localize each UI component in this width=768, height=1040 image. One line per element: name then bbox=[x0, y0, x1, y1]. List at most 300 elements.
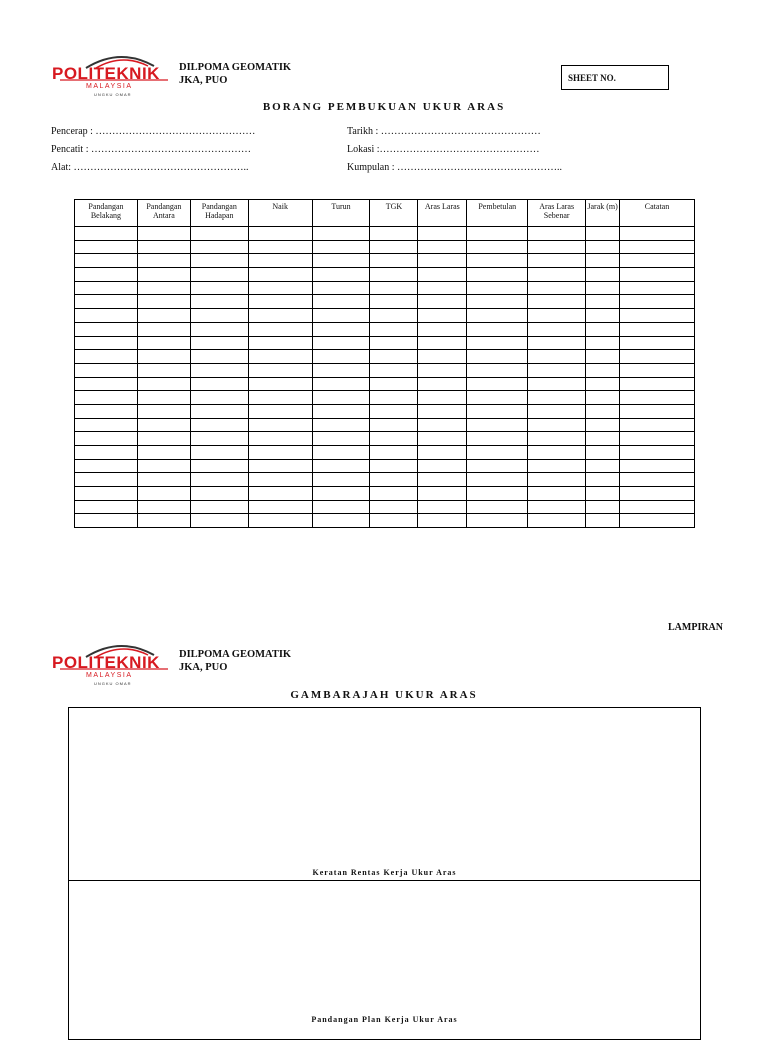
table-cell[interactable] bbox=[586, 281, 620, 295]
table-cell[interactable] bbox=[586, 336, 620, 350]
table-cell[interactable] bbox=[370, 240, 418, 254]
table-cell[interactable] bbox=[75, 350, 138, 364]
table-cell[interactable] bbox=[620, 281, 695, 295]
table-cell[interactable] bbox=[467, 295, 528, 309]
table-cell[interactable] bbox=[586, 487, 620, 501]
table-cell[interactable] bbox=[137, 240, 190, 254]
plan-view-caption: Pandangan Plan Kerja Ukur Aras bbox=[311, 1015, 458, 1024]
table-cell[interactable] bbox=[467, 487, 528, 501]
field-lokasi[interactable]: Lokasi :………………………………………… bbox=[347, 144, 540, 155]
table-cell[interactable] bbox=[467, 391, 528, 405]
table-cell[interactable] bbox=[190, 240, 248, 254]
table-cell[interactable] bbox=[467, 432, 528, 446]
column-header: Jarak (m) bbox=[586, 200, 620, 227]
table-cell[interactable] bbox=[248, 254, 312, 268]
table-cell[interactable] bbox=[418, 446, 467, 460]
table-cell[interactable] bbox=[620, 377, 695, 391]
table-cell[interactable] bbox=[370, 268, 418, 282]
table-cell[interactable] bbox=[190, 254, 248, 268]
table-cell[interactable] bbox=[586, 404, 620, 418]
table-cell[interactable] bbox=[620, 391, 695, 405]
table-cell[interactable] bbox=[248, 350, 312, 364]
table-cell[interactable] bbox=[528, 322, 586, 336]
table-cell[interactable] bbox=[370, 322, 418, 336]
table-cell[interactable] bbox=[418, 514, 467, 528]
table-cell[interactable] bbox=[137, 363, 190, 377]
table-row bbox=[75, 473, 695, 487]
table-cell[interactable] bbox=[370, 500, 418, 514]
table-row bbox=[75, 240, 695, 254]
table-cell[interactable] bbox=[586, 514, 620, 528]
table-cell[interactable] bbox=[528, 418, 586, 432]
table-cell[interactable] bbox=[467, 404, 528, 418]
table-cell[interactable] bbox=[248, 514, 312, 528]
header2-line2: JKA, PUO bbox=[179, 662, 228, 673]
table-cell[interactable] bbox=[312, 254, 370, 268]
table-cell[interactable] bbox=[312, 377, 370, 391]
table-cell[interactable] bbox=[620, 336, 695, 350]
table-row bbox=[75, 487, 695, 501]
table-cell[interactable] bbox=[75, 254, 138, 268]
table-cell[interactable] bbox=[190, 391, 248, 405]
header2-org bbox=[179, 648, 291, 674]
table-cell[interactable] bbox=[370, 295, 418, 309]
lampiran-label: LAMPIRAN bbox=[668, 622, 723, 633]
table-row bbox=[75, 281, 695, 295]
table-cell[interactable] bbox=[620, 404, 695, 418]
table-cell[interactable] bbox=[312, 295, 370, 309]
table-cell[interactable] bbox=[418, 281, 467, 295]
table-cell[interactable] bbox=[190, 418, 248, 432]
table-cell[interactable] bbox=[370, 418, 418, 432]
table-cell[interactable] bbox=[370, 281, 418, 295]
field-pencerap[interactable]: Pencerap : ………………………………………… bbox=[51, 126, 256, 137]
table-cell[interactable] bbox=[75, 514, 138, 528]
table-cell[interactable] bbox=[528, 227, 586, 241]
table-cell[interactable] bbox=[586, 295, 620, 309]
table-cell[interactable] bbox=[75, 487, 138, 501]
table-cell[interactable] bbox=[528, 254, 586, 268]
header2-line1: DILPOMA GEOMATIK bbox=[179, 649, 292, 660]
table-cell[interactable] bbox=[418, 322, 467, 336]
table-cell[interactable] bbox=[528, 487, 586, 501]
table-cell[interactable] bbox=[586, 363, 620, 377]
table-cell[interactable] bbox=[620, 240, 695, 254]
leveling-table bbox=[74, 199, 695, 528]
table-cell[interactable] bbox=[190, 377, 248, 391]
table-cell[interactable] bbox=[75, 500, 138, 514]
table-cell[interactable] bbox=[418, 500, 467, 514]
table-cell[interactable] bbox=[370, 336, 418, 350]
table-cell[interactable] bbox=[248, 432, 312, 446]
table-cell[interactable] bbox=[75, 432, 138, 446]
table-cell[interactable] bbox=[190, 281, 248, 295]
table-cell[interactable] bbox=[137, 336, 190, 350]
table-cell[interactable] bbox=[312, 240, 370, 254]
table-cell[interactable] bbox=[75, 240, 138, 254]
table-cell[interactable] bbox=[370, 404, 418, 418]
table-cell[interactable] bbox=[467, 227, 528, 241]
table-cell[interactable] bbox=[370, 254, 418, 268]
table-cell[interactable] bbox=[620, 254, 695, 268]
table-cell[interactable] bbox=[418, 391, 467, 405]
table-cell[interactable] bbox=[528, 500, 586, 514]
table-header-row bbox=[75, 200, 695, 227]
table-cell[interactable] bbox=[586, 446, 620, 460]
table-cell[interactable] bbox=[248, 391, 312, 405]
table-cell[interactable] bbox=[137, 418, 190, 432]
table-cell[interactable] bbox=[528, 295, 586, 309]
table-cell[interactable] bbox=[312, 487, 370, 501]
table-cell[interactable] bbox=[418, 240, 467, 254]
table-cell[interactable] bbox=[370, 391, 418, 405]
table-cell[interactable] bbox=[190, 404, 248, 418]
table-cell[interactable] bbox=[248, 377, 312, 391]
logo-brand: POLITEKNIK bbox=[52, 653, 160, 672]
table-cell[interactable] bbox=[75, 404, 138, 418]
table-cell[interactable] bbox=[190, 350, 248, 364]
plan-view-box[interactable] bbox=[68, 879, 701, 1040]
column-header: Pandangan Antara bbox=[137, 200, 190, 227]
table-cell[interactable] bbox=[586, 322, 620, 336]
table-cell[interactable] bbox=[586, 240, 620, 254]
table-cell[interactable] bbox=[418, 363, 467, 377]
table-cell[interactable] bbox=[586, 500, 620, 514]
table-cell[interactable] bbox=[137, 322, 190, 336]
table-cell[interactable] bbox=[248, 309, 312, 323]
table-cell[interactable] bbox=[586, 377, 620, 391]
table-cell[interactable] bbox=[190, 500, 248, 514]
table-cell[interactable] bbox=[528, 432, 586, 446]
logo-campus: UNGKU OMAR bbox=[94, 681, 132, 686]
table-cell[interactable] bbox=[620, 459, 695, 473]
table-cell[interactable] bbox=[620, 446, 695, 460]
table-cell[interactable] bbox=[75, 268, 138, 282]
table-row bbox=[75, 377, 695, 391]
table-cell[interactable] bbox=[586, 432, 620, 446]
table-cell[interactable] bbox=[528, 514, 586, 528]
table-cell[interactable] bbox=[75, 309, 138, 323]
table-cell[interactable] bbox=[620, 227, 695, 241]
table-cell[interactable] bbox=[467, 473, 528, 487]
table-row bbox=[75, 309, 695, 323]
column-header: Aras Laras Sebenar bbox=[528, 200, 586, 227]
cross-section-box[interactable] bbox=[68, 707, 701, 881]
table-cell[interactable] bbox=[370, 446, 418, 460]
table-cell[interactable] bbox=[586, 309, 620, 323]
table-cell[interactable] bbox=[528, 377, 586, 391]
table-cell[interactable] bbox=[467, 514, 528, 528]
table-cell[interactable] bbox=[620, 363, 695, 377]
table-cell[interactable] bbox=[467, 322, 528, 336]
table-cell[interactable] bbox=[418, 487, 467, 501]
table-cell[interactable] bbox=[190, 227, 248, 241]
table-cell[interactable] bbox=[467, 446, 528, 460]
table-cell[interactable] bbox=[248, 295, 312, 309]
table-cell[interactable] bbox=[137, 404, 190, 418]
table-cell[interactable] bbox=[312, 404, 370, 418]
table-cell[interactable] bbox=[467, 240, 528, 254]
table-cell[interactable] bbox=[418, 377, 467, 391]
table-cell[interactable] bbox=[75, 336, 138, 350]
table-cell[interactable] bbox=[586, 350, 620, 364]
table-cell[interactable] bbox=[137, 459, 190, 473]
table-row bbox=[75, 446, 695, 460]
table-cell[interactable] bbox=[248, 227, 312, 241]
table-cell[interactable] bbox=[418, 336, 467, 350]
table-cell[interactable] bbox=[467, 254, 528, 268]
table-cell[interactable] bbox=[528, 363, 586, 377]
table-cell[interactable] bbox=[75, 459, 138, 473]
table-cell[interactable] bbox=[248, 500, 312, 514]
table-row bbox=[75, 432, 695, 446]
sheet-no-label: SHEET NO. bbox=[568, 73, 616, 83]
table-cell[interactable] bbox=[467, 281, 528, 295]
table-cell[interactable] bbox=[248, 459, 312, 473]
table-cell[interactable] bbox=[528, 350, 586, 364]
table-cell[interactable] bbox=[312, 309, 370, 323]
table-cell[interactable] bbox=[620, 487, 695, 501]
table-cell[interactable] bbox=[75, 418, 138, 432]
table-cell[interactable] bbox=[312, 363, 370, 377]
table-cell[interactable] bbox=[137, 446, 190, 460]
table-cell[interactable] bbox=[75, 295, 138, 309]
table-cell[interactable] bbox=[312, 446, 370, 460]
table-cell[interactable] bbox=[75, 322, 138, 336]
table-cell[interactable] bbox=[370, 487, 418, 501]
table-cell[interactable] bbox=[248, 418, 312, 432]
field-kumpulan[interactable]: Kumpulan : ………………………………………….. bbox=[347, 162, 562, 173]
table-cell[interactable] bbox=[467, 418, 528, 432]
table-cell[interactable] bbox=[312, 336, 370, 350]
table-cell[interactable] bbox=[248, 336, 312, 350]
table-cell[interactable] bbox=[467, 459, 528, 473]
table-cell[interactable] bbox=[370, 377, 418, 391]
table-cell[interactable] bbox=[467, 336, 528, 350]
table-cell[interactable] bbox=[528, 309, 586, 323]
diagram-title: GAMBARAJAH UKUR ARAS bbox=[290, 689, 478, 701]
table-row bbox=[75, 350, 695, 364]
table-row bbox=[75, 336, 695, 350]
header1-line2: JKA, PUO bbox=[179, 75, 228, 86]
table-cell[interactable] bbox=[190, 446, 248, 460]
table-cell[interactable] bbox=[248, 473, 312, 487]
politeknik-logo-2 bbox=[52, 638, 170, 688]
table-cell[interactable] bbox=[190, 432, 248, 446]
table-cell[interactable] bbox=[418, 227, 467, 241]
column-header: Turun bbox=[312, 200, 370, 227]
table-cell[interactable] bbox=[586, 268, 620, 282]
table-row bbox=[75, 227, 695, 241]
table-cell[interactable] bbox=[190, 322, 248, 336]
table-row bbox=[75, 254, 695, 268]
table-cell[interactable] bbox=[75, 227, 138, 241]
table-cell[interactable] bbox=[586, 391, 620, 405]
table-cell[interactable] bbox=[190, 473, 248, 487]
table-cell[interactable] bbox=[190, 295, 248, 309]
column-header: Pembetulan bbox=[467, 200, 528, 227]
table-row bbox=[75, 500, 695, 514]
table-cell[interactable] bbox=[190, 363, 248, 377]
table-cell[interactable] bbox=[137, 227, 190, 241]
table-cell[interactable] bbox=[370, 363, 418, 377]
column-header: TGK bbox=[370, 200, 418, 227]
table-cell[interactable] bbox=[137, 309, 190, 323]
table-row bbox=[75, 404, 695, 418]
table-cell[interactable] bbox=[467, 377, 528, 391]
table-cell[interactable] bbox=[248, 281, 312, 295]
table-cell[interactable] bbox=[620, 268, 695, 282]
table-cell[interactable] bbox=[370, 459, 418, 473]
table-cell[interactable] bbox=[418, 295, 467, 309]
table-cell[interactable] bbox=[528, 473, 586, 487]
table-cell[interactable] bbox=[620, 500, 695, 514]
field-alat[interactable]: Alat: …………………………………………….. bbox=[51, 162, 249, 173]
cross-section-caption: Keratan Rentas Kerja Ukur Aras bbox=[312, 868, 457, 877]
table-cell[interactable] bbox=[312, 514, 370, 528]
table-cell[interactable] bbox=[620, 350, 695, 364]
table-row bbox=[75, 391, 695, 405]
table-cell[interactable] bbox=[137, 268, 190, 282]
table-cell[interactable] bbox=[75, 281, 138, 295]
table-cell[interactable] bbox=[620, 309, 695, 323]
table-cell[interactable] bbox=[620, 432, 695, 446]
table-row bbox=[75, 363, 695, 377]
table-cell[interactable] bbox=[137, 500, 190, 514]
table-cell[interactable] bbox=[137, 473, 190, 487]
table-cell[interactable] bbox=[418, 254, 467, 268]
column-header: Catatan bbox=[620, 200, 695, 227]
table-cell[interactable] bbox=[137, 432, 190, 446]
table-cell[interactable] bbox=[312, 268, 370, 282]
table-cell[interactable] bbox=[248, 268, 312, 282]
table-cell[interactable] bbox=[75, 446, 138, 460]
table-cell[interactable] bbox=[137, 487, 190, 501]
column-header: Aras Laras bbox=[418, 200, 467, 227]
table-cell[interactable] bbox=[312, 281, 370, 295]
logo-country: MALAYSIA bbox=[86, 83, 133, 90]
table-cell[interactable] bbox=[467, 500, 528, 514]
table-cell[interactable] bbox=[370, 350, 418, 364]
table-cell[interactable] bbox=[528, 336, 586, 350]
table-cell[interactable] bbox=[467, 350, 528, 364]
table-cell[interactable] bbox=[312, 350, 370, 364]
table-cell[interactable] bbox=[586, 227, 620, 241]
table-row bbox=[75, 295, 695, 309]
table-cell[interactable] bbox=[418, 459, 467, 473]
table-cell[interactable] bbox=[528, 268, 586, 282]
table-cell[interactable] bbox=[586, 459, 620, 473]
column-header: Pandangan Belakang bbox=[75, 200, 138, 227]
table-cell[interactable] bbox=[312, 459, 370, 473]
table-cell[interactable] bbox=[137, 254, 190, 268]
logo-brand: POLITEKNIK bbox=[52, 64, 160, 83]
logo-campus: UNGKU OMAR bbox=[94, 92, 132, 97]
field-tarikh[interactable]: Tarikh : ………………………………………… bbox=[347, 126, 541, 137]
table-cell[interactable] bbox=[586, 254, 620, 268]
table-cell[interactable] bbox=[586, 418, 620, 432]
table-cell[interactable] bbox=[137, 391, 190, 405]
table-row bbox=[75, 268, 695, 282]
sheet-no-box bbox=[561, 65, 669, 90]
table-cell[interactable] bbox=[190, 336, 248, 350]
table-cell[interactable] bbox=[620, 514, 695, 528]
table-cell[interactable] bbox=[370, 432, 418, 446]
table-cell[interactable] bbox=[418, 418, 467, 432]
table-cell[interactable] bbox=[137, 350, 190, 364]
table-cell[interactable] bbox=[528, 391, 586, 405]
table-cell[interactable] bbox=[75, 391, 138, 405]
table-cell[interactable] bbox=[137, 281, 190, 295]
table-cell[interactable] bbox=[467, 268, 528, 282]
table-cell[interactable] bbox=[248, 404, 312, 418]
table-cell[interactable] bbox=[75, 363, 138, 377]
politeknik-logo bbox=[52, 49, 170, 99]
table-cell[interactable] bbox=[190, 268, 248, 282]
table-cell[interactable] bbox=[586, 473, 620, 487]
table-cell[interactable] bbox=[248, 240, 312, 254]
table-cell[interactable] bbox=[370, 514, 418, 528]
table-cell[interactable] bbox=[248, 322, 312, 336]
table-cell[interactable] bbox=[75, 473, 138, 487]
table-cell[interactable] bbox=[418, 432, 467, 446]
table-cell[interactable] bbox=[620, 473, 695, 487]
table-cell[interactable] bbox=[418, 473, 467, 487]
table-cell[interactable] bbox=[418, 309, 467, 323]
table-cell[interactable] bbox=[370, 309, 418, 323]
table-cell[interactable] bbox=[248, 487, 312, 501]
table-cell[interactable] bbox=[248, 363, 312, 377]
table-cell[interactable] bbox=[190, 514, 248, 528]
table-cell[interactable] bbox=[312, 391, 370, 405]
table-cell[interactable] bbox=[137, 514, 190, 528]
table-cell[interactable] bbox=[370, 227, 418, 241]
table-cell[interactable] bbox=[467, 363, 528, 377]
table-cell[interactable] bbox=[528, 240, 586, 254]
table-cell[interactable] bbox=[528, 404, 586, 418]
table-cell[interactable] bbox=[528, 459, 586, 473]
table-cell[interactable] bbox=[418, 404, 467, 418]
table-cell[interactable] bbox=[190, 309, 248, 323]
table-cell[interactable] bbox=[312, 227, 370, 241]
table-cell[interactable] bbox=[370, 473, 418, 487]
table-cell[interactable] bbox=[312, 322, 370, 336]
table-cell[interactable] bbox=[528, 446, 586, 460]
table-cell[interactable] bbox=[528, 281, 586, 295]
table-cell[interactable] bbox=[190, 487, 248, 501]
table-cell[interactable] bbox=[190, 459, 248, 473]
table-cell[interactable] bbox=[467, 309, 528, 323]
table-cell[interactable] bbox=[418, 350, 467, 364]
table-cell[interactable] bbox=[312, 418, 370, 432]
table-row bbox=[75, 418, 695, 432]
table-cell[interactable] bbox=[75, 377, 138, 391]
table-row bbox=[75, 459, 695, 473]
table-cell[interactable] bbox=[312, 500, 370, 514]
field-pencatit[interactable]: Pencatit : ………………………………………… bbox=[51, 144, 251, 155]
table-cell[interactable] bbox=[620, 322, 695, 336]
table-body[interactable] bbox=[75, 227, 695, 528]
table-cell[interactable] bbox=[312, 432, 370, 446]
table-cell[interactable] bbox=[248, 446, 312, 460]
table-cell[interactable] bbox=[418, 268, 467, 282]
table-cell[interactable] bbox=[312, 473, 370, 487]
table-cell[interactable] bbox=[620, 295, 695, 309]
table-cell[interactable] bbox=[137, 377, 190, 391]
header1-org bbox=[179, 61, 291, 87]
table-cell[interactable] bbox=[137, 295, 190, 309]
table-cell[interactable] bbox=[620, 418, 695, 432]
